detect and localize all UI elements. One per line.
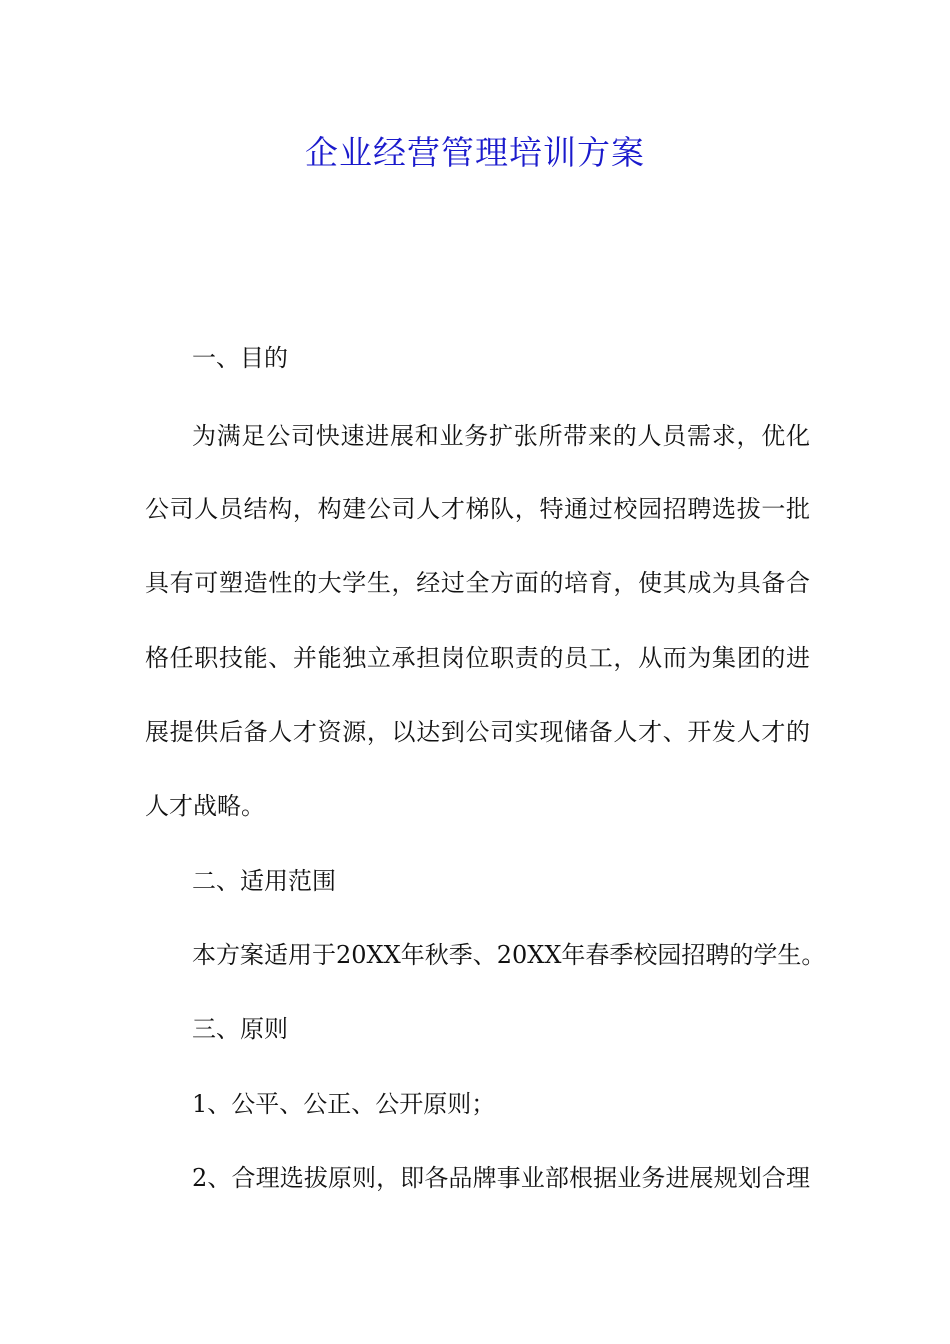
section-heading-scope: 二、适用范围 — [192, 867, 336, 895]
paragraph-line: 公司人员结构，构建公司人才梯队，特通过校园招聘选拔一批 — [145, 495, 810, 523]
paragraph-line: 格任职技能、并能独立承担岗位职责的员工，从而为集团的进 — [145, 644, 810, 672]
document-title: 企业经营管理培训方案 — [305, 133, 645, 172]
paragraph-line: 本方案适用于20XX年秋季、20XX年春季校园招聘的学生。 — [192, 941, 826, 969]
list-item: 2、合理选拔原则，即各品牌事业部根据业务进展规划合理 — [192, 1164, 810, 1192]
section-heading-principles: 三、原则 — [192, 1015, 288, 1043]
list-item: 1、公平、公正、公开原则； — [192, 1090, 496, 1118]
section-heading-purpose: 一、目的 — [192, 344, 288, 372]
paragraph-line: 人才战略。 — [145, 792, 265, 820]
paragraph-line: 为满足公司快速进展和业务扩张所带来的人员需求，优化 — [192, 422, 810, 450]
paragraph-line: 展提供后备人才资源，以达到公司实现储备人才、开发人才的 — [145, 718, 810, 746]
paragraph-line: 具有可塑造性的大学生，经过全方面的培育，使其成为具备合 — [145, 569, 810, 597]
